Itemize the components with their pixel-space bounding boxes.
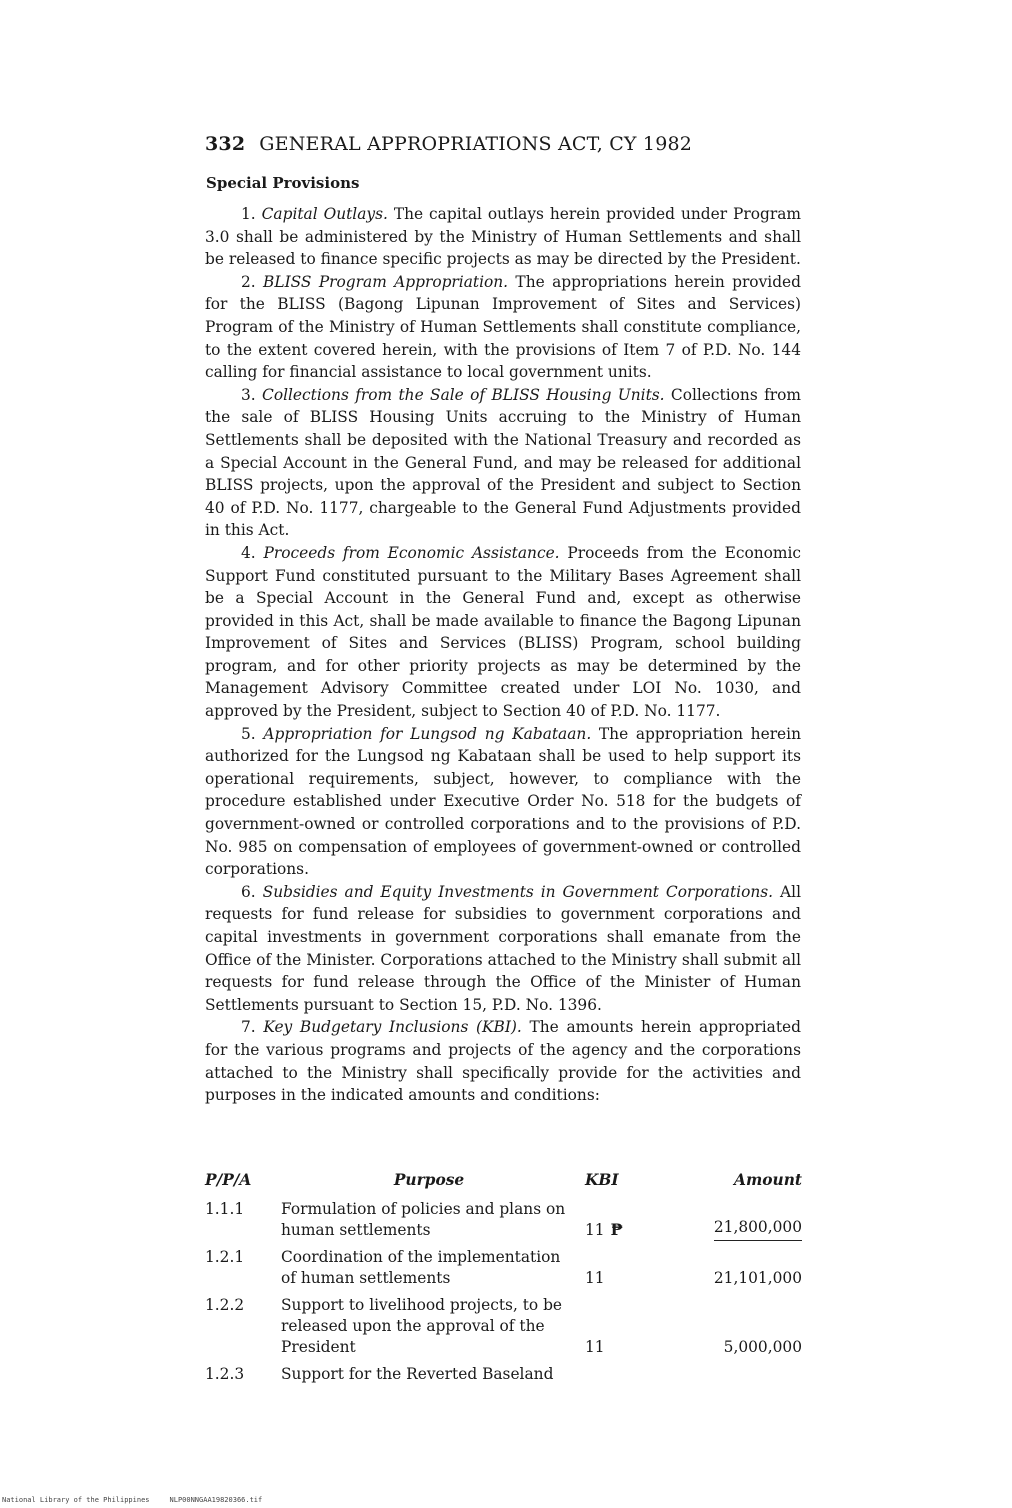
provision-7: 7. Key Budgetary Inclusions (KBI). The amounts herein appropriated for the various programs and projects of the agency and the corporations attached to the Ministry shall specifically provide for the activities and purposes in the indicated amounts and conditions: <box>205 1018 801 1105</box>
kbi-table <box>205 1170 802 1391</box>
provision-1: 1. Capital Outlays. The capital outlays herein provided under Program 3.0 shall be administered by the Ministry of Human Settlements and shall be released to finance specific projects as may be directed by the President. <box>205 205 802 269</box>
page-header <box>205 133 692 155</box>
row-amount: 5,000,000 <box>723 1338 802 1356</box>
header-kbi: KBI <box>585 1171 619 1189</box>
row-kbi <box>577 1364 645 1391</box>
row-code: 1.2.2 <box>205 1296 245 1314</box>
provision-5-text: The appropriation herein authorized for the Lungsod ng Kabataan shall be used to help support its operational requirements, subject, however, to compliance with the procedure established under Executive Order No. 518 for the budgets of government-owned or controlled corporations and to the provisions of P.D. No. 985 on compensation of employees of government-owned or controlled corporations. <box>205 724 801 879</box>
table-row <box>205 1199 802 1247</box>
row-amount: 21,101,000 <box>713 1269 802 1287</box>
provision-5-title: Appropriation for Lungsod ng Kabataan. <box>263 724 592 743</box>
footer-library: National Library of the Philippines <box>2 1496 150 1504</box>
provision-6-text: All requests for fund release for subsidies to government corporations and capital investments in government corporations shall emanate from the Office of the Minister. Corporations attached to the Ministry shall submit all requests for fund release through the Office of the Minister of Human Settlements pursuant to Section 15, P.D. No. 1396. <box>205 882 801 1014</box>
provision-2-text: The appropriations herein provided for the BLISS (Bagong Lipunan Improvement of Sites and Services) Program of the Ministry of Human Settlements shall constitute compliance, to the extent covered herein, with the provisions of Item 7 of P.D. No. 144 calling for financial assistance to local government units. <box>205 272 801 382</box>
row-purpose: Support for the Reverted Baseland <box>281 1365 554 1383</box>
header-purpose: Purpose <box>393 1171 465 1189</box>
row-purpose: Support to livelihood projects, to be released upon the approval of the President <box>281 1296 563 1356</box>
provision-1-text: The capital outlays herein provided under Program 3.0 shall be administered by the Ministry of Human Settlements and shall be released to finance specific projects as may be directed by the President. <box>205 205 802 269</box>
peso-sign-icon: ₱ <box>610 1221 623 1239</box>
provision-3-text: Collections from the sale of BLISS Housing Units accruing to the Ministry of Human Settlements shall be deposited with the National Treasury and recorded as a Special Account in the General Fund, and may be released for additional BLISS projects, upon the approval of the President and subject to Section 40 of P.D. No. 1177, chargeable to the General Fund Adjustments provided in this Act. <box>205 385 801 540</box>
provision-6-title: Subsidies and Equity Investments in Government Corporations. <box>262 882 774 901</box>
kbi-table-header-row <box>205 1170 802 1199</box>
row-purpose: Coordination of the implementation of human settlements <box>281 1248 561 1287</box>
provision-4-text: Proceeds from the Economic Support Fund constituted pursuant to the Military Bases Agreement shall be a Special Account in the General Fund and, except as otherwise provided in this Act, shall be made available to finance the Bagong Lipunan Improvement of Sites and Services (BLISS) Program, school building program, and for other priority projects as may be determined by the Management Advisory Committee created under LOI No. 1030, and approved by the President, subject to Section 40 of P.D. No. 1177. <box>205 543 802 721</box>
row-amount <box>645 1364 802 1391</box>
header-amount: Amount <box>734 1171 802 1189</box>
row-amount: 21,800,000 <box>645 1199 802 1247</box>
provision-1-title: Capital Outlays. <box>261 205 388 223</box>
provision-3: 3. Collections from the Sale of BLISS Housing Units. Collections from the sale of BLISS Housing Units accruing to the Ministry of Human Settlements shall be deposited with the National Treasury and recorded as a Special Account in the General Fund, and may be released for additional BLISS projects, upon the approval of the President and subject to Section 40 of P.D. No. 1177, chargeable to the General Fund Adjustments provided in this Act. <box>205 385 801 540</box>
provisions-body <box>205 203 801 1107</box>
provision-7-title: Key Budgetary Inclusions (KBI). <box>263 1018 522 1037</box>
row-kbi: 11 ₱ <box>585 1221 623 1239</box>
header-ppa: P/P/A <box>205 1171 252 1189</box>
row-kbi: 11 <box>585 1338 605 1356</box>
provision-4: 4. Proceeds from Economic Assistance. Proceeds from the Economic Support Fund constituted pursuant to the Military Bases Agreement shall be a Special Account in the General Fund and, except as otherwise provided in this Act, shall be made available to finance the Bagong Lipunan Improvement of Sites and Services (BLISS) Program, school building program, and for other priority projects as may be determined by the Management Advisory Committee created under LOI No. 1030, and approved by the President, subject to Section 40 of P.D. No. 1177. <box>205 543 802 721</box>
row-code: 1.1.1 <box>205 1200 245 1218</box>
provision-2: 2. BLISS Program Appropriation. The appropriations herein provided for the BLISS (Bagong Lipunan Improvement of Sites and Services) Program of the Ministry of Human Settlements shall constitute compliance, to the extent covered herein, with the provisions of Item 7 of P.D. No. 144 calling for financial assistance to local government units. <box>205 272 801 382</box>
section-title: Special Provisions <box>206 174 360 192</box>
row-code: 1.2.1 <box>205 1248 245 1266</box>
row-kbi: 11 <box>585 1269 605 1287</box>
row-purpose: Formulation of policies and plans on human settlements <box>281 1200 566 1239</box>
scan-footer <box>2 1496 282 1504</box>
provision-2-title: BLISS Program Appropriation. <box>263 272 509 291</box>
table-row <box>205 1247 802 1295</box>
provision-4-title: Proceeds from Economic Assistance. <box>263 543 560 562</box>
provision-6: 6. Subsidies and Equity Investments in Government Corporations. All requests for fund release for subsidies to government corporations and capital investments in government corporations shall emanate from the Office of the Minister. Corporations attached to the Ministry shall submit all requests for fund release through the Office of the Minister of Human Settlements pursuant to Section 15, P.D. No. 1396. <box>205 882 801 1014</box>
table-row <box>205 1364 802 1391</box>
table-row <box>205 1295 802 1364</box>
row-code: 1.2.3 <box>205 1365 245 1383</box>
footer-file: NLP00NNGAA19820366.tif <box>169 1496 263 1504</box>
page-header-title: GENERAL APPROPRIATIONS ACT, CY 1982 <box>259 133 693 155</box>
provision-5: 5. Appropriation for Lungsod ng Kabataan. The appropriation herein authorized for the Lungsod ng Kabataan shall be used to help support its operational requirements, subject, however, to compliance with the procedure established under Executive Order No. 518 for the budgets of government-owned or controlled corporations and to the provisions of P.D. No. 985 on compensation of employees of government-owned or controlled corporations. <box>205 724 801 879</box>
provision-7-text: The amounts herein appropriated for the various programs and projects of the agency and the corporations attached to the Ministry shall specifically provide for the activities and purposes in the indicated amounts and conditions: <box>205 1018 801 1105</box>
page-number: 332 <box>205 133 246 155</box>
provision-3-title: Collections from the Sale of BLISS Housing Units. <box>262 385 665 404</box>
